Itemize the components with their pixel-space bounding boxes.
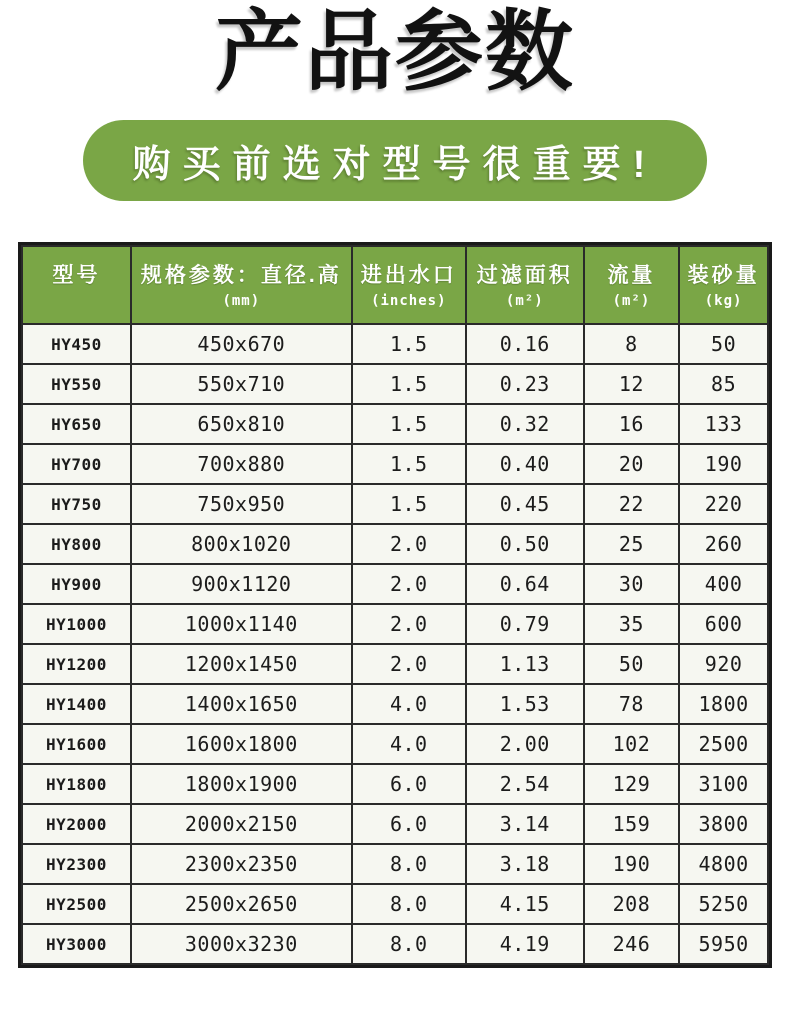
cell-value: 2.0 xyxy=(352,564,466,604)
column-unit: (mm) xyxy=(222,293,261,310)
cell-model: HY3000 xyxy=(22,924,131,964)
table-row xyxy=(22,764,768,804)
cell-value: 2.00 xyxy=(466,724,584,764)
table-row xyxy=(22,444,768,484)
banner-text: 购买前选对型号很重要! xyxy=(132,144,658,187)
column-unit: (m²) xyxy=(505,293,544,310)
cell-value: 1.5 xyxy=(352,404,466,444)
column-header-1 xyxy=(131,246,352,324)
cell-value: 2000x2150 xyxy=(131,804,352,844)
cell-value: 133 xyxy=(679,404,768,444)
table-row xyxy=(22,324,768,364)
cell-value: 400 xyxy=(679,564,768,604)
cell-value: 1.13 xyxy=(466,644,584,684)
cell-value: 16 xyxy=(584,404,679,444)
cell-value: 750x950 xyxy=(131,484,352,524)
cell-value: 0.64 xyxy=(466,564,584,604)
cell-value: 2.54 xyxy=(466,764,584,804)
table-row xyxy=(22,524,768,564)
cell-value: 8 xyxy=(584,324,679,364)
cell-value: 0.32 xyxy=(466,404,584,444)
cell-value: 920 xyxy=(679,644,768,684)
cell-value: 2500x2650 xyxy=(131,884,352,924)
cell-value: 0.23 xyxy=(466,364,584,404)
cell-value: 0.45 xyxy=(466,484,584,524)
cell-value: 2300x2350 xyxy=(131,844,352,884)
cell-model: HY550 xyxy=(22,364,131,404)
cell-value: 2.0 xyxy=(352,524,466,564)
table-row xyxy=(22,564,768,604)
cell-model: HY1600 xyxy=(22,724,131,764)
column-label: 装砂量 xyxy=(687,263,760,287)
cell-model: HY2000 xyxy=(22,804,131,844)
cell-value: 0.16 xyxy=(466,324,584,364)
table-row xyxy=(22,884,768,924)
cell-value: 3800 xyxy=(679,804,768,844)
cell-value: 1400x1650 xyxy=(131,684,352,724)
page-title: 产品参数 xyxy=(214,2,575,101)
table-row xyxy=(22,404,768,444)
cell-value: 190 xyxy=(679,444,768,484)
cell-value: 260 xyxy=(679,524,768,564)
column-unit: (inches) xyxy=(371,293,447,310)
cell-value: 5950 xyxy=(679,924,768,964)
cell-value: 1800x1900 xyxy=(131,764,352,804)
cell-value: 246 xyxy=(584,924,679,964)
cell-value: 30 xyxy=(584,564,679,604)
cell-value: 159 xyxy=(584,804,679,844)
column-label: 规格参数：直径.高 xyxy=(140,263,342,287)
cell-value: 8.0 xyxy=(352,844,466,884)
cell-value: 4.19 xyxy=(466,924,584,964)
cell-model: HY700 xyxy=(22,444,131,484)
column-label: 进出水口 xyxy=(360,263,457,287)
cell-value: 2.0 xyxy=(352,644,466,684)
cell-value: 190 xyxy=(584,844,679,884)
cell-value: 12 xyxy=(584,364,679,404)
cell-model: HY800 xyxy=(22,524,131,564)
cell-value: 50 xyxy=(584,644,679,684)
cell-value: 4.0 xyxy=(352,724,466,764)
cell-value: 4.0 xyxy=(352,684,466,724)
cell-value: 1.53 xyxy=(466,684,584,724)
cell-value: 129 xyxy=(584,764,679,804)
cell-model: HY650 xyxy=(22,404,131,444)
cell-value: 3000x3230 xyxy=(131,924,352,964)
cell-value: 1.5 xyxy=(352,444,466,484)
cell-value: 1000x1140 xyxy=(131,604,352,644)
table-row xyxy=(22,484,768,524)
cell-value: 3.14 xyxy=(466,804,584,844)
cell-model: HY2300 xyxy=(22,844,131,884)
cell-model: HY450 xyxy=(22,324,131,364)
column-unit: (m²) xyxy=(612,293,651,310)
cell-value: 800x1020 xyxy=(131,524,352,564)
cell-value: 20 xyxy=(584,444,679,484)
column-label: 流量 xyxy=(607,263,656,287)
cell-value: 85 xyxy=(679,364,768,404)
cell-value: 5250 xyxy=(679,884,768,924)
cell-value: 220 xyxy=(679,484,768,524)
table-row xyxy=(22,924,768,964)
cell-value: 1.5 xyxy=(352,364,466,404)
cell-model: HY1400 xyxy=(22,684,131,724)
cell-value: 650x810 xyxy=(131,404,352,444)
spec-table xyxy=(21,245,769,965)
cell-value: 1200x1450 xyxy=(131,644,352,684)
cell-model: HY900 xyxy=(22,564,131,604)
cell-value: 2500 xyxy=(679,724,768,764)
cell-value: 208 xyxy=(584,884,679,924)
cell-value: 1600x1800 xyxy=(131,724,352,764)
spec-table-wrap xyxy=(18,242,772,968)
cell-value: 8.0 xyxy=(352,884,466,924)
column-label: 过滤面积 xyxy=(476,263,573,287)
cell-value: 4.15 xyxy=(466,884,584,924)
table-row xyxy=(22,724,768,764)
table-row xyxy=(22,604,768,644)
table-row xyxy=(22,804,768,844)
cell-model: HY750 xyxy=(22,484,131,524)
cell-value: 22 xyxy=(584,484,679,524)
cell-value: 8.0 xyxy=(352,924,466,964)
cell-value: 50 xyxy=(679,324,768,364)
column-header-0 xyxy=(22,246,131,324)
cell-value: 700x880 xyxy=(131,444,352,484)
table-row xyxy=(22,364,768,404)
column-label: 型号 xyxy=(52,264,101,288)
cell-value: 3.18 xyxy=(466,844,584,884)
cell-value: 2.0 xyxy=(352,604,466,644)
cell-value: 1.5 xyxy=(352,324,466,364)
cell-value: 900x1120 xyxy=(131,564,352,604)
column-header-4 xyxy=(584,246,679,324)
cell-value: 6.0 xyxy=(352,804,466,844)
cell-value: 78 xyxy=(584,684,679,724)
banner-pill xyxy=(83,120,708,201)
cell-model: HY1800 xyxy=(22,764,131,804)
cell-model: HY1200 xyxy=(22,644,131,684)
table-row xyxy=(22,844,768,884)
cell-value: 600 xyxy=(679,604,768,644)
column-unit: (kg) xyxy=(704,293,743,310)
column-header-5 xyxy=(679,246,768,324)
cell-value: 4800 xyxy=(679,844,768,884)
cell-value: 0.79 xyxy=(466,604,584,644)
cell-value: 25 xyxy=(584,524,679,564)
cell-value: 0.50 xyxy=(466,524,584,564)
cell-value: 0.40 xyxy=(466,444,584,484)
table-row xyxy=(22,644,768,684)
table-header-row xyxy=(22,246,768,324)
cell-value: 550x710 xyxy=(131,364,352,404)
cell-value: 450x670 xyxy=(131,324,352,364)
cell-value: 3100 xyxy=(679,764,768,804)
column-header-2 xyxy=(352,246,466,324)
cell-value: 1800 xyxy=(679,684,768,724)
column-header-3 xyxy=(466,246,584,324)
cell-value: 6.0 xyxy=(352,764,466,804)
cell-value: 102 xyxy=(584,724,679,764)
cell-value: 35 xyxy=(584,604,679,644)
table-row xyxy=(22,684,768,724)
cell-value: 1.5 xyxy=(352,484,466,524)
column-unit xyxy=(23,294,130,309)
cell-model: HY1000 xyxy=(22,604,131,644)
cell-model: HY2500 xyxy=(22,884,131,924)
